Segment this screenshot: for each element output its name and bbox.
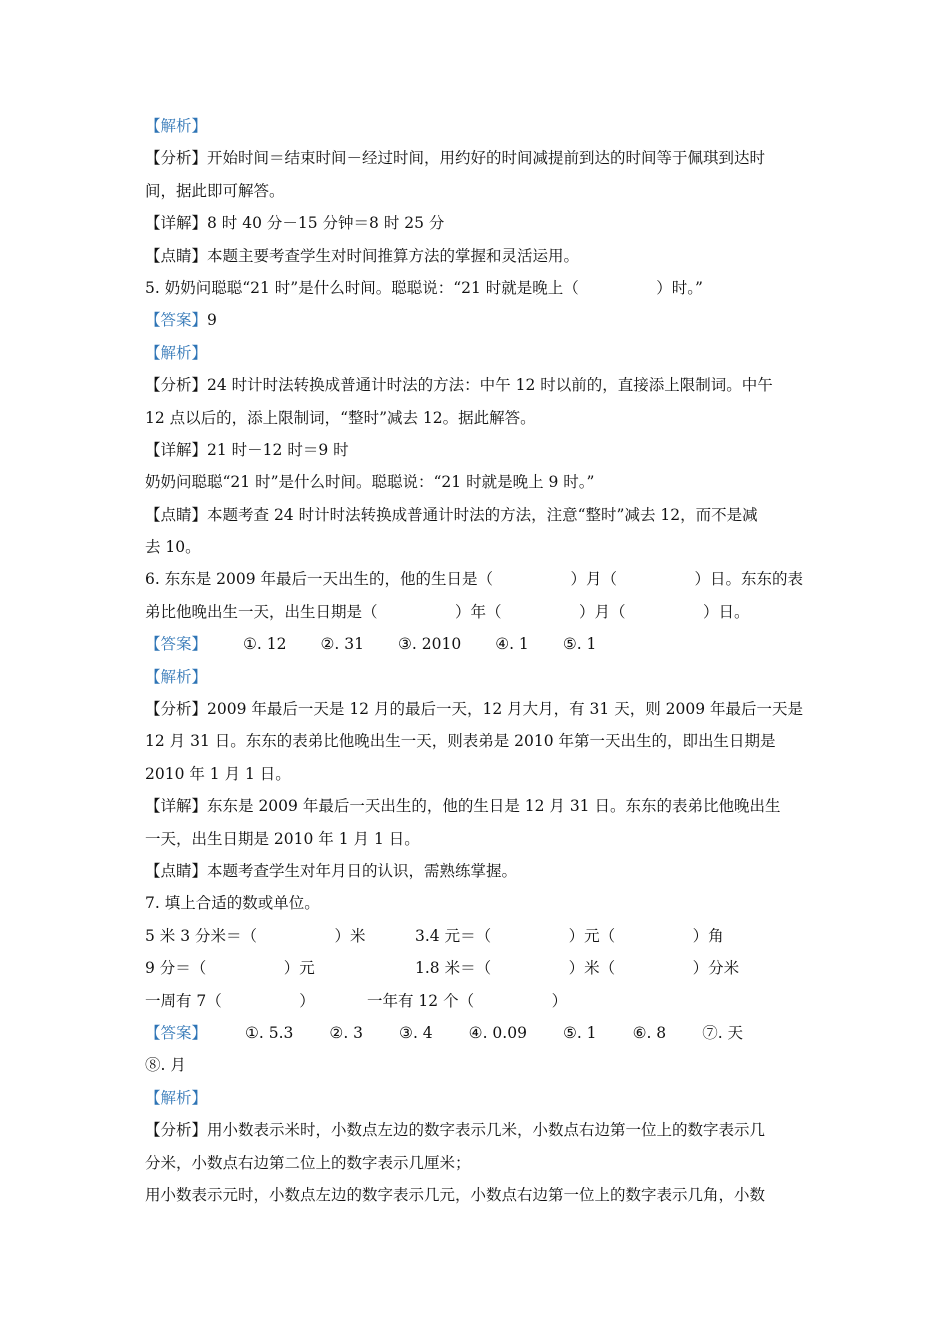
q7-fenxi: 【分析】用小数表示米时，小数点左边的数字表示几米，小数点右边第一位上的数字表示几 — [145, 1121, 766, 1140]
document-page — [145, 110, 810, 1211]
q7-answer: 【答案】 ①. 5.3 ②. 3 ③. 4 ④. 0.09 ⑤. 1 ⑥. 8 ⑦. 天 — [145, 1017, 810, 1049]
q4-dianjing: 【点睛】本题主要考查学生对时间推算方法的掌握和灵活运用。 — [145, 246, 580, 265]
answer-option: ②. 3 — [329, 1023, 364, 1042]
q6-question: 6. 东东是 2009 年最后一天出生的，他的生日是（ ）月（ ）日。东东的表 — [145, 570, 804, 589]
q5-dianjing-cont: 去 10。 — [145, 538, 201, 557]
q7-blank-4: 1.8 米＝（ ）米（ ）分米 — [415, 959, 740, 978]
answer-option: ⑤. 1 — [562, 1023, 597, 1042]
q4-fenxi-cont: 间，据此即可解答。 — [145, 181, 285, 200]
q6-question-cont: 弟比他晚出生一天，出生日期是（ ）年（ ）月（ ）日。 — [145, 602, 750, 621]
q6-fenxi-cont: 12 月 31 日。东东的表弟比他晚出生一天，则表弟是 2010 年第一天出生的，即出生日期是 — [145, 732, 776, 751]
answer-option: ④. 0.09 — [468, 1023, 527, 1042]
answer-option: ⑦. 天 — [702, 1023, 744, 1042]
q7-blank-5: 一周有 7（ ） — [145, 991, 315, 1010]
q7-row-2 — [145, 952, 810, 984]
q7-fenxi-cont2: 用小数表示元时，小数点左边的数字表示几元，小数点右边第一位上的数字表示几角，小数 — [145, 1185, 766, 1204]
q4-xiangjie: 【详解】8 时 40 分－15 分钟＝8 时 25 分 — [145, 214, 445, 233]
q6-dianjing: 【点睛】本题考查学生对年月日的认识，需熟练掌握。 — [145, 861, 518, 880]
q7-blank-2: 3.4 元＝（ ）元（ ）角 — [415, 926, 724, 945]
q6-fenxi: 【分析】2009 年最后一天是 12 月的最后一天，12 月大月，有 31 天，则 2009 年最后一天是 — [145, 700, 803, 719]
q4-analysis-heading: 【解析】 — [145, 117, 208, 135]
q7-blank-3: 9 分＝（ ）元 — [145, 959, 315, 978]
q6-fenxi-cont2: 2010 年 1 月 1 日。 — [145, 764, 291, 783]
q7-analysis-heading: 【解析】 — [145, 1088, 208, 1107]
q5-fenxi-cont: 12 点以后的，添上限制词，“整时”减去 12。据此解答。 — [145, 408, 536, 427]
q5-dianjing: 【点睛】本题考查 24 时计时法转换成普通计时法的方法，注意“整时”减去 12，而不是减 — [145, 505, 758, 524]
answer-option: ⑤. 1 — [562, 635, 597, 654]
q5-fenxi: 【分析】24 时计时法转换成普通计时法的方法：中午 12 时以前的，直接添上限制词。中午 — [145, 376, 773, 395]
q7-row-1 — [145, 920, 810, 952]
q4-fenxi: 【分析】开始时间＝结束时间－经过时间，用约好的时间减提前到达的时间等于佩琪到达时 — [145, 149, 766, 168]
answer-option: ①. 12 — [243, 635, 287, 654]
q6-answer: 【答案】 ①. 12 ②. 31 ③. 2010 ④. 1 ⑤. 1 — [145, 628, 810, 660]
q5-answer: 【答案】9 — [145, 311, 217, 330]
q5-xiangjie: 【详解】21 时－12 时＝9 时 — [145, 440, 349, 459]
q6-xiangjie-cont: 一天，出生日期是 2010 年 1 月 1 日。 — [145, 829, 420, 848]
q7-fenxi-cont: 分米，小数点右边第二位上的数字表示几厘米； — [145, 1153, 471, 1172]
answer-option: ⑥. 8 — [632, 1023, 667, 1042]
answer-option: ①. 5.3 — [245, 1023, 294, 1042]
q7-answer-cont: ⑧. 月 — [145, 1056, 186, 1075]
q7-question: 7. 填上合适的数或单位。 — [145, 894, 320, 913]
answer-option: ③. 2010 — [397, 635, 462, 654]
q7-blank-1: 5 米 3 分米＝（ ）米 — [145, 926, 366, 945]
q6-analysis-heading: 【解析】 — [145, 667, 208, 686]
q6-xiangjie: 【详解】东东是 2009 年最后一天出生的，他的生日是 12 月 31 日。东东的表弟比他晚出生 — [145, 797, 781, 816]
q5-xiangjie-cont: 奶奶问聪聪“21 时”是什么时间。聪聪说：“21 时就是晚上 9 时。” — [145, 473, 595, 492]
answer-option: ④. 1 — [495, 635, 529, 654]
q7-row-3 — [145, 985, 810, 1017]
q5-analysis-heading: 【解析】 — [145, 343, 208, 362]
q5-question: 5. 奶奶问聪聪“21 时”是什么时间。聪聪说：“21 时就是晚上（ ）时。” — [145, 278, 703, 297]
q7-blank-6: 一年有 12 个（ ） — [367, 991, 568, 1010]
answer-option: ②. 31 — [320, 635, 364, 654]
answer-option: ③. 4 — [399, 1023, 433, 1042]
